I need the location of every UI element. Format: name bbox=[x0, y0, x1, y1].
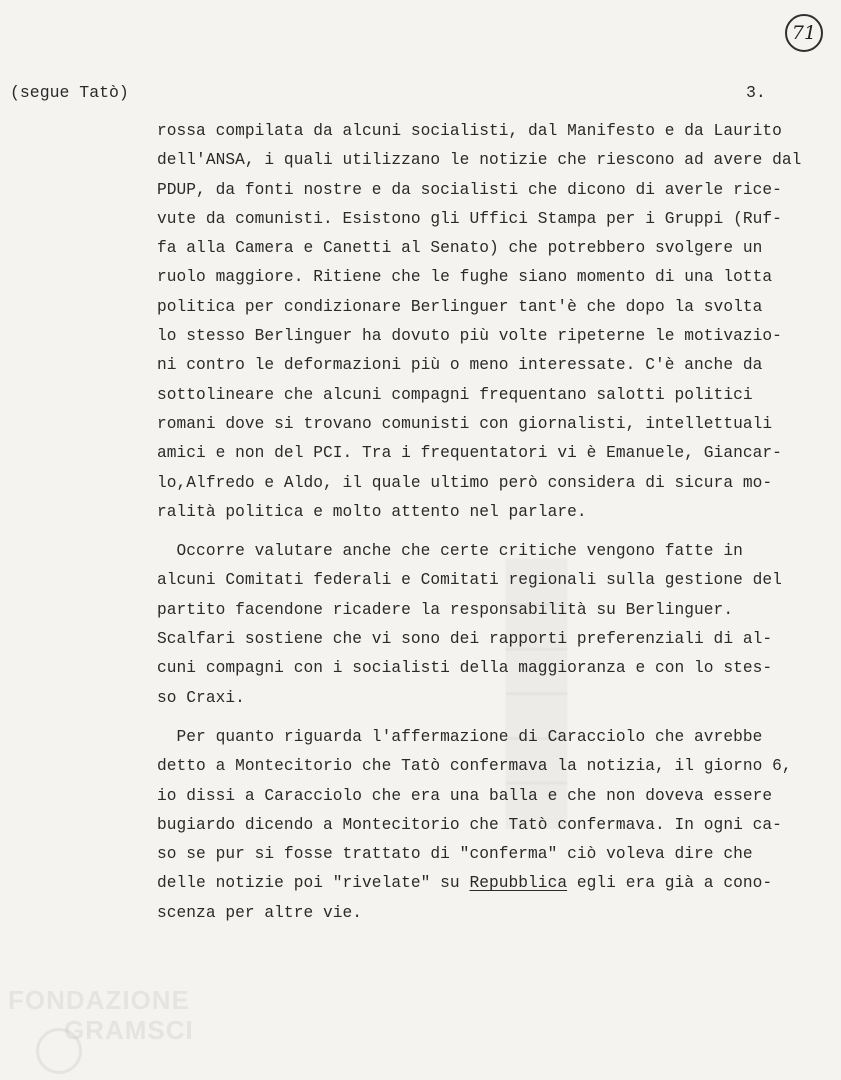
text-segment: delle notizie poi "rivelate" su bbox=[157, 874, 470, 893]
text-line: lo stesso Berlinguer ha dovuto più volte ripeterne le motivazio- bbox=[157, 327, 782, 346]
text-line: scenza per altre vie. bbox=[157, 903, 363, 922]
watermark-line-2: GRAMSCI bbox=[64, 1015, 194, 1045]
page-number: 3. bbox=[746, 83, 766, 102]
text-line: detto a Montecitorio che Tatò confermava la notizia, il giorno 6, bbox=[157, 757, 792, 776]
text-line: ralità politica e molto attento nel parlare. bbox=[157, 502, 587, 521]
text-line: rossa compilata da alcuni socialisti, dal Manifesto e da Laurito bbox=[157, 122, 782, 140]
underlined-title-repubblica: Repubblica bbox=[469, 874, 568, 893]
text-line: fa alla Camera e Canetti al Senato) che potrebbero svolgere un bbox=[157, 239, 763, 258]
paragraph-3 bbox=[157, 723, 829, 928]
paragraph-1 bbox=[157, 117, 829, 527]
text-line: alcuni Comitati federali e Comitati regionali sulla gestione del bbox=[157, 571, 782, 590]
background-stamp: ▇▇▇▇▇▇ bbox=[508, 560, 573, 828]
text-line: romani dove si trovano comunisti con giornalisti, intellettuali bbox=[157, 414, 773, 433]
text-line: ruolo maggiore. Ritiene che le fughe siano momento di una lotta bbox=[157, 268, 773, 287]
paragraph-2 bbox=[157, 537, 829, 713]
text-line: Scalfari sostiene che vi sono dei rapporti preferenziali di al- bbox=[157, 630, 773, 649]
body-text bbox=[157, 117, 829, 928]
text-line-with-underline bbox=[157, 869, 829, 898]
text-line: Occorre valutare anche che certe critiche vengono fatte in bbox=[157, 542, 743, 561]
text-line: bugiardo dicendo a Montecitorio che Tatò confermava. In ogni ca- bbox=[157, 815, 782, 834]
watermark-logo-icon bbox=[36, 1028, 82, 1074]
fondazione-gramsci-watermark bbox=[8, 985, 194, 1045]
text-line: lo,Alfredo e Aldo, il quale ultimo però considera di sicura mo- bbox=[157, 473, 773, 492]
folio-number-circled: 71 bbox=[785, 14, 823, 52]
text-line: dell'ANSA, i quali utilizzano le notizie che riescono ad avere dal bbox=[157, 151, 802, 170]
continuation-header: (segue Tatò) bbox=[10, 83, 129, 102]
text-line: amici e non del PCI. Tra i frequentatori vi è Emanuele, Giancar- bbox=[157, 444, 782, 463]
text-line: vute da comunisti. Esistono gli Uffici Stampa per i Gruppi (Ruf- bbox=[157, 209, 782, 228]
text-line: sottolineare che alcuni compagni frequentano salotti politici bbox=[157, 385, 753, 404]
text-line: Per quanto riguarda l'affermazione di Caracciolo che avrebbe bbox=[157, 727, 763, 746]
text-line: partito facendone ricadere la responsabilità su Berlinguer. bbox=[157, 600, 734, 619]
text-line: PDUP, da fonti nostre e da socialisti che dicono di averle rice- bbox=[157, 180, 782, 199]
watermark-line-1: FONDAZIONE bbox=[8, 985, 190, 1015]
text-line: io dissi a Caracciolo che era una balla e che non doveva essere bbox=[157, 786, 773, 805]
text-line: politica per condizionare Berlinguer tant'è che dopo la svolta bbox=[157, 297, 763, 316]
text-segment: egli era già a cono- bbox=[567, 874, 773, 893]
text-line: so se pur si fosse trattato di "conferma" ciò voleva dire che bbox=[157, 845, 753, 864]
text-line: ni contro le deformazioni più o meno interessate. C'è anche da bbox=[157, 356, 763, 375]
text-line: so Craxi. bbox=[157, 688, 245, 707]
text-line: cuni compagni con i socialisti della maggioranza e con lo stes- bbox=[157, 659, 773, 678]
